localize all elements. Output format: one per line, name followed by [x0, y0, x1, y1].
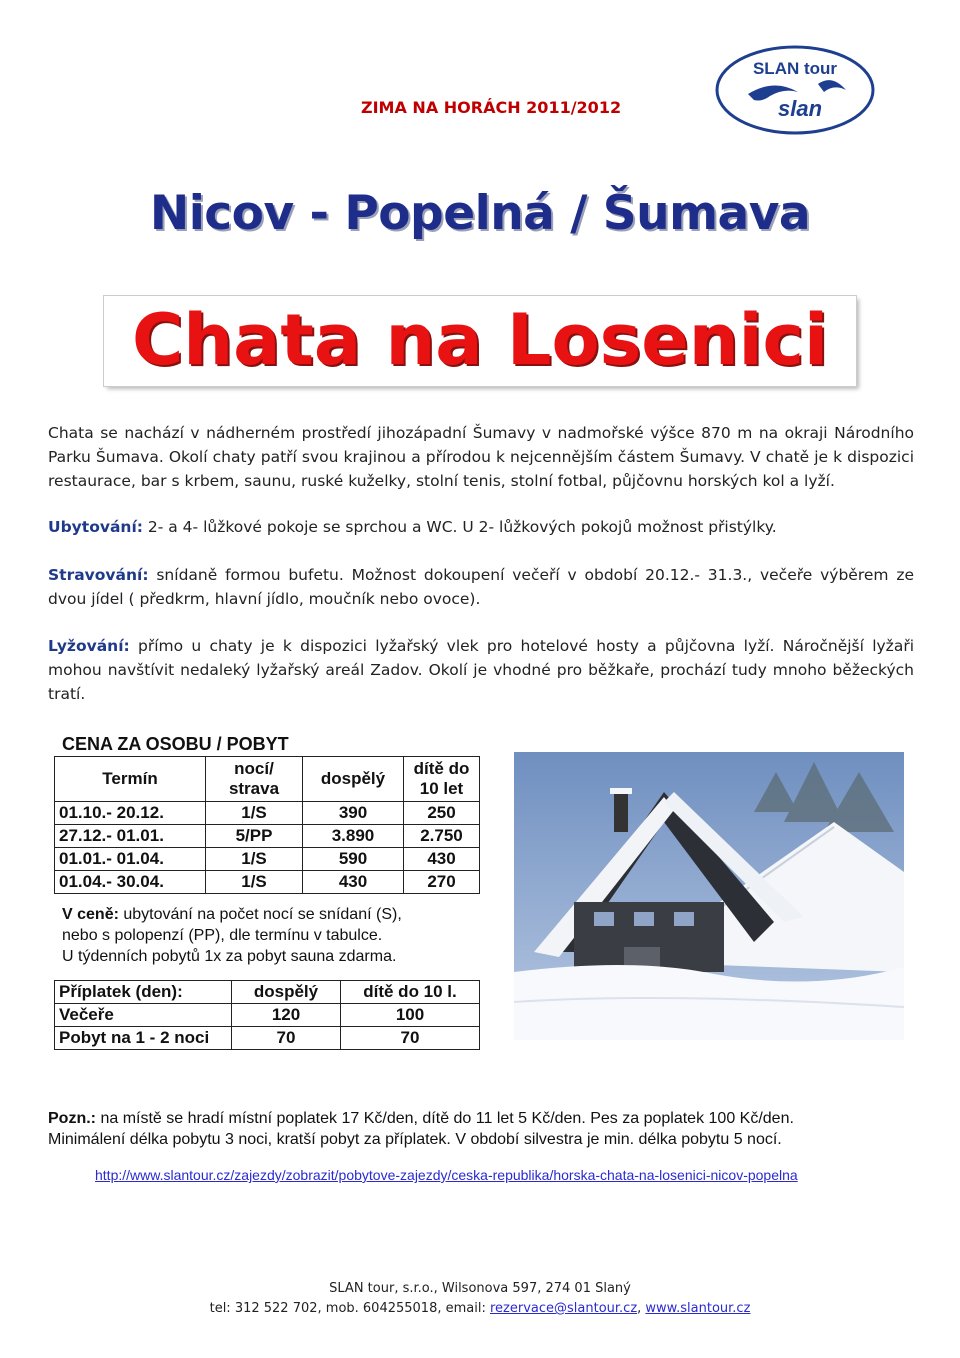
skiing-paragraph	[48, 634, 914, 706]
price-note-line: nebo s polopenzí (PP), dle termínu v tabulce.	[62, 927, 383, 944]
cell-adult: 3.890	[303, 825, 404, 848]
cell-adult: 390	[303, 802, 404, 825]
price-note-line: ubytování na počet nocí se snídaní (S),	[118, 906, 402, 923]
header-term: Termín	[55, 757, 206, 802]
cell-adult: 70	[232, 1027, 341, 1050]
location-title: Nicov - Popelná / Šumava	[149, 186, 811, 241]
accommodation-paragraph	[48, 515, 914, 539]
footer-address: SLAN tour, s.r.o., Wilsonova 597, 274 01 Slaný	[329, 1281, 631, 1296]
cell-child: 100	[341, 1004, 480, 1027]
cell-term: 01.04.- 30.04.	[55, 871, 206, 894]
footer-email-link[interactable]: rezervace@slantour.cz	[489, 1301, 638, 1316]
cell-nights: 1/S	[206, 802, 303, 825]
board-paragraph	[48, 563, 914, 611]
header-adult: dospělý	[303, 757, 404, 802]
table-row	[55, 825, 480, 848]
remarks-label: Pozn.:	[48, 1110, 96, 1127]
season-heading: ZIMA NA HORÁCH 2011/2012	[361, 98, 622, 117]
cell-child: 70	[341, 1027, 480, 1050]
cell-adult: 430	[303, 871, 404, 894]
remarks-line: Minimálení délka pobytu 3 noci, kratší pobyt za příplatek. V období silvestra je min. délka pobytu 5 nocí.	[48, 1131, 782, 1148]
surcharge-table	[54, 980, 480, 1050]
header-nights: nocí/ strava	[206, 757, 303, 802]
cell-nights: 1/S	[206, 871, 303, 894]
price-note	[62, 904, 402, 967]
surcharge-header	[55, 981, 480, 1004]
price-title: CENA ZA OSOBU / POBYT	[62, 734, 289, 754]
cell-child: 430	[404, 848, 480, 871]
chalet-photo	[514, 752, 904, 1040]
board-label: Stravování:	[48, 566, 149, 584]
table-row	[55, 871, 480, 894]
footer-phone: tel: 312 522 702, mob. 604255018, email:	[209, 1301, 490, 1316]
cell-child: 250	[404, 802, 480, 825]
chalet-title: Chata na Losenici	[131, 299, 829, 381]
price-table	[54, 756, 480, 894]
footer-separator: ,	[637, 1301, 646, 1316]
cell-nights: 5/PP	[206, 825, 303, 848]
cell-adult: 590	[303, 848, 404, 871]
logo-text-top: SLAN tour	[752, 59, 838, 78]
cell-child: 270	[404, 871, 480, 894]
skiing-label: Lyžování:	[48, 637, 130, 655]
price-note-label: V ceně:	[62, 906, 119, 923]
intro-paragraph: Chata se nachází v nádherném prostředí jihozápadní Šumavy v nadmořské výšce 870 m na okraji Národního Parku Šumava. Okolí chaty patří svou krajinou a přírodou k nejcennějším částem Šumavy. V chatě je k dispozici restaurace, bar s krbem, saunu, ruské kuželky, stolní tenis, stolní fotbal, půjčovnu horských kol a lyží.	[48, 424, 914, 490]
skiing-text: přímo u chaty je k dispozici lyžařský vlek pro hotelové hosty a půjčovna lyží. Náročnější lyžaři mohou navštívit nedaleký lyžařský areál Zadov. Okolí je vhodné pro běžkaře, prochází tudy mnoho běžeckých tratí.	[48, 637, 914, 703]
board-text: snídaně formou bufetu. Možnost dokoupení večeří v období 20.12.- 31.3., večeře výběrem ze dvou jídel ( předkrm, hlavní jídlo, moučník nebo ovoce).	[48, 566, 914, 608]
header-adult: dospělý	[232, 981, 341, 1004]
table-row	[55, 1004, 480, 1027]
cell-term: 27.12.- 01.01.	[55, 825, 206, 848]
footer-web-link[interactable]: www.slantour.cz	[645, 1301, 751, 1316]
chalet-title-box	[104, 296, 856, 386]
slan-tour-logo	[714, 44, 876, 136]
footer	[0, 1279, 960, 1319]
cell-item: Večeře	[55, 1004, 232, 1027]
price-note-line: U týdenních pobytů 1x za pobyt sauna zdarma.	[62, 948, 397, 965]
cell-child: 2.750	[404, 825, 480, 848]
header-surcharge: Příplatek (den):	[55, 981, 232, 1004]
footer-contact	[0, 1299, 960, 1319]
header-child: dítě do 10 let	[404, 757, 480, 802]
remarks	[48, 1108, 918, 1150]
cell-term: 01.01.- 01.04.	[55, 848, 206, 871]
header-child: dítě do 10 l.	[341, 981, 480, 1004]
logo-text-bottom: slan	[777, 96, 823, 121]
cell-term: 01.10.- 20.12.	[55, 802, 206, 825]
cell-item: Pobyt na 1 - 2 noci	[55, 1027, 232, 1050]
accommodation-label: Ubytování:	[48, 518, 143, 536]
cell-adult: 120	[232, 1004, 341, 1027]
table-row	[55, 1027, 480, 1050]
table-row	[55, 802, 480, 825]
cell-nights: 1/S	[206, 848, 303, 871]
table-row	[55, 848, 480, 871]
accommodation-text: 2- a 4- lůžkové pokoje se sprchou a WC. U 2- lůžkových pokojů možnost přistýlky.	[142, 518, 777, 536]
price-table-header	[55, 757, 480, 802]
detail-link[interactable]: http://www.slantour.cz/zajezdy/zobrazit/pobytove-zajezdy/ceska-republika/horska-chata-na-losenici-nicov-popelna	[95, 1167, 798, 1183]
remarks-line: na místě se hradí místní poplatek 17 Kč/den, dítě do 11 let 5 Kč/den. Pes za poplatek 100 Kč/den.	[96, 1110, 794, 1127]
